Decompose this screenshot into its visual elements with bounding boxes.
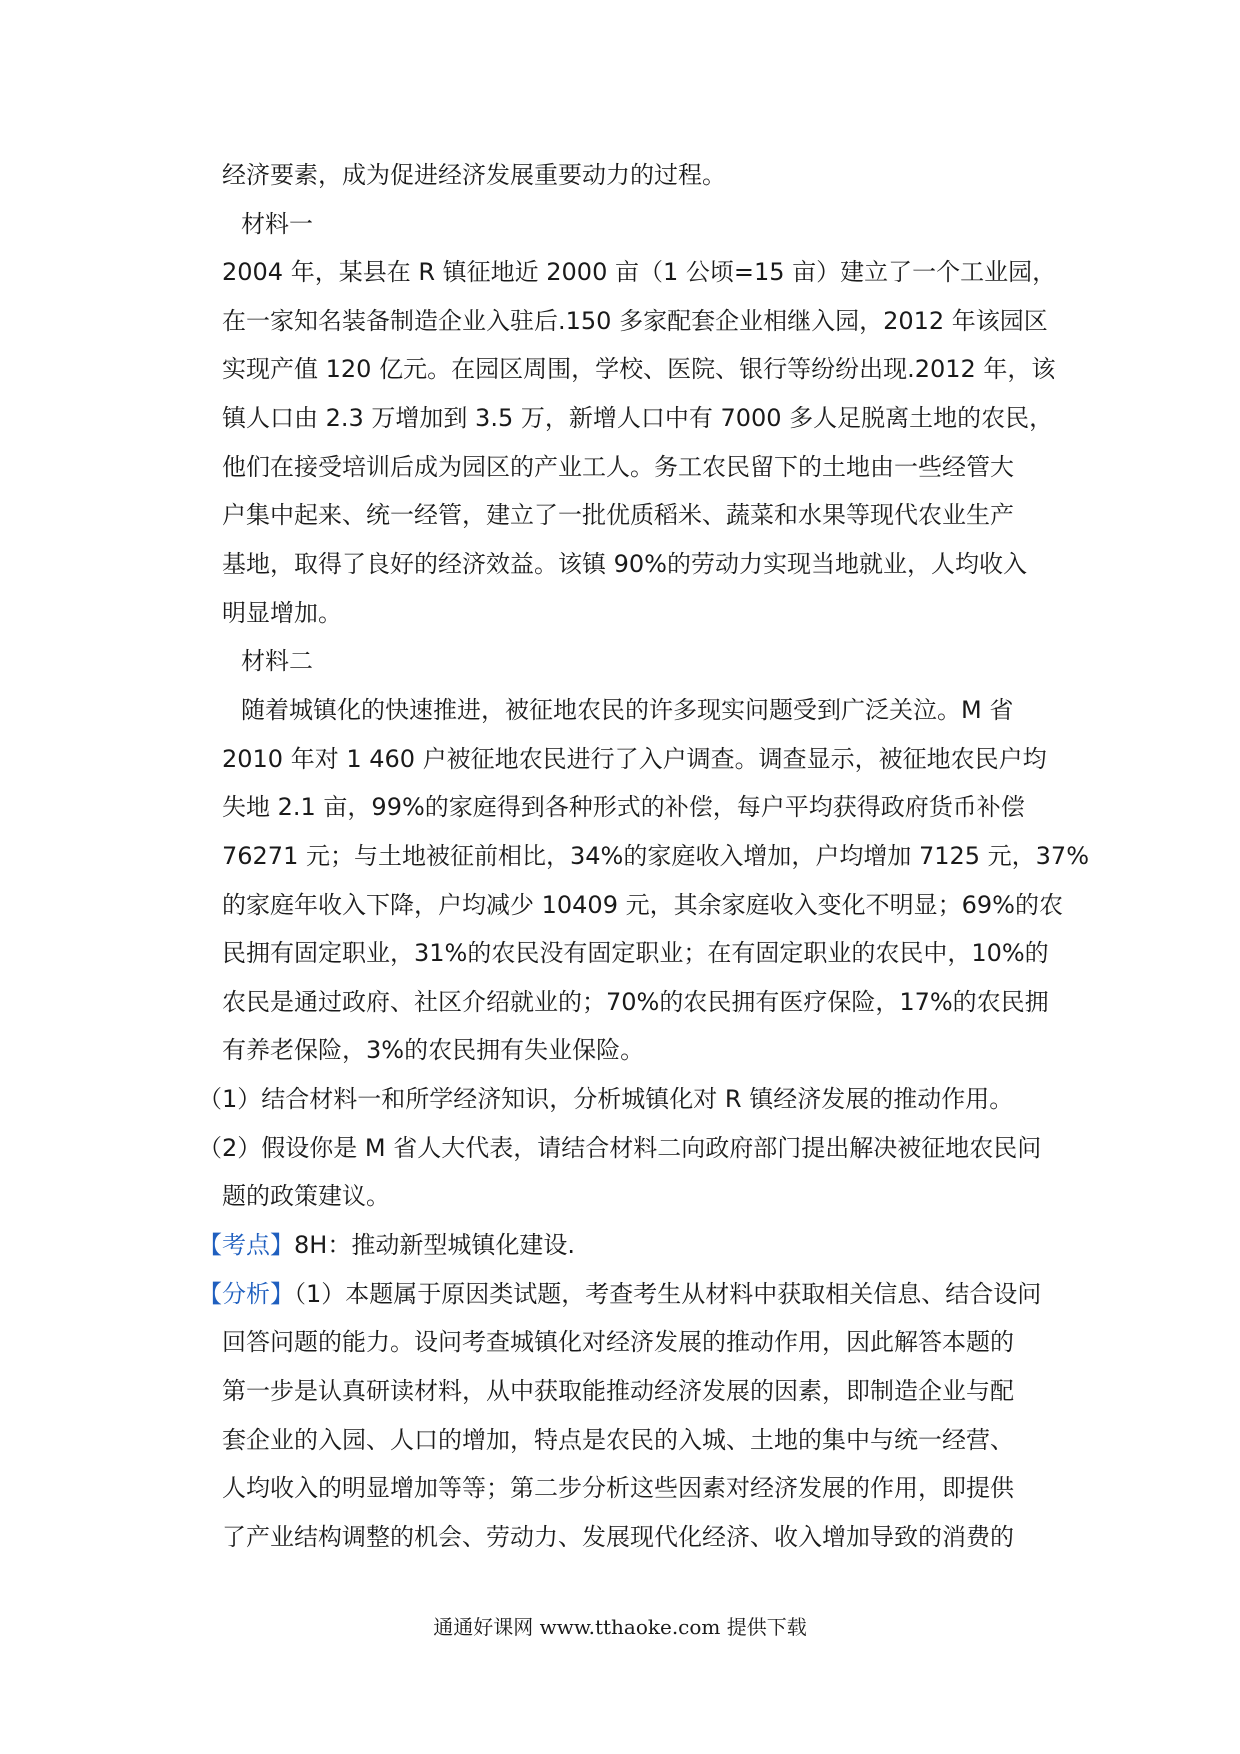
fenxi-body-line: 套企业的入园、人口的增加，特点是农民的入城、土地的集中与统一经营、 [222, 1426, 1014, 1454]
body-line: 2010 年对 1 460 户被征地农民进行了入户调查。调查显示，被征地农民户均 [222, 745, 1047, 773]
fenxi-line [198, 1270, 1041, 1318]
body-line: 基地，取得了良好的经济效益。该镇 90%的劳动力实现当地就业，人均收入 [222, 550, 1027, 578]
body-line: 实现产值 120 亿元。在园区周围，学校、医院、银行等纷纷出现.2012 年，该 [222, 355, 1056, 383]
footer-download-note: 通通好课网 www.tthaoke.com 提供下载 [433, 1615, 807, 1639]
material-2-heading: 材料二 [241, 647, 313, 675]
fenxi-body-line: 回答问题的能力。设问考查城镇化对经济发展的推动作用，因此解答本题的 [222, 1328, 1014, 1356]
body-line: 镇人口由 2.3 万增加到 3.5 万，新增人口中有 7000 多人足脱离土地的农民， [222, 404, 1054, 432]
body-line: 随着城镇化的快速推进，被征地农民的许多现实问题受到广泛关泣。M 省 [241, 696, 1014, 724]
question-2: （2）假设你是 M 省人大代表，请结合材料二向政府部门提出解决被征地农民问 [198, 1134, 1042, 1162]
kaodian-tag: 【考点】 [198, 1231, 294, 1259]
body-line: 户集中起来、统一经管，建立了一批优质稻米、蔬菜和水果等现代农业生产 [222, 501, 1014, 529]
body-line: 有养老保险，3%的农民拥有失业保险。 [222, 1036, 645, 1064]
question-1: （1）结合材料一和所学经济知识，分析城镇化对 R 镇经济发展的推动作用。 [198, 1085, 1014, 1113]
question-2-continuation: 题的政策建议。 [222, 1182, 390, 1210]
body-line: 2004 年，某县在 R 镇征地近 2000 亩（1 公顷=15 亩）建立了一个工业园， [222, 258, 1057, 286]
body-line: 76271 元；与土地被征前相比，34%的家庭收入增加，户均增加 7125 元，37% [222, 842, 1089, 870]
body-line: 失地 2.1 亩，99%的家庭得到各种形式的补偿，每户平均获得政府货币补偿 [222, 793, 1025, 821]
material-1-heading: 材料一 [241, 210, 313, 238]
body-line: 民拥有固定职业，31%的农民没有固定职业；在有固定职业的农民中，10%的 [222, 939, 1049, 967]
fenxi-body-line: 第一步是认真研读材料，从中获取能推动经济发展的因素，即制造企业与配 [222, 1377, 1014, 1405]
body-line: 他们在接受培训后成为园区的产业工人。务工农民留下的土地由一些经管大 [222, 453, 1014, 481]
body-line: 农民是通过政府、社区介绍就业的；70%的农民拥有医疗保险，17%的农民拥 [222, 988, 1049, 1016]
body-line: 经济要素，成为促进经济发展重要动力的过程。 [222, 161, 726, 189]
fenxi-body-line: 了产业结构调整的机会、劳动力、发展现代化经济、收入增加导致的消费的 [222, 1523, 1014, 1551]
body-line: 的家庭年收入下降，户均减少 10409 元，其余家庭收入变化不明显；69%的农 [222, 891, 1063, 919]
fenxi-first-line: （1）本题属于原因类试题，考查考生从材料中获取相关信息、结合设问 [294, 1280, 1042, 1308]
body-line: 明显增加。 [222, 599, 342, 627]
kaodian-line [198, 1221, 575, 1269]
kaodian-text: 8H：推动新型城镇化建设. [294, 1231, 575, 1259]
fenxi-tag: 【分析】 [198, 1280, 294, 1308]
body-line: 在一家知名装备制造企业入驻后.150 多家配套企业相继入园，2012 年该园区 [222, 307, 1048, 335]
fenxi-body-line: 人均收入的明显增加等等；第二步分析这些因素对经济发展的作用，即提供 [222, 1474, 1014, 1502]
